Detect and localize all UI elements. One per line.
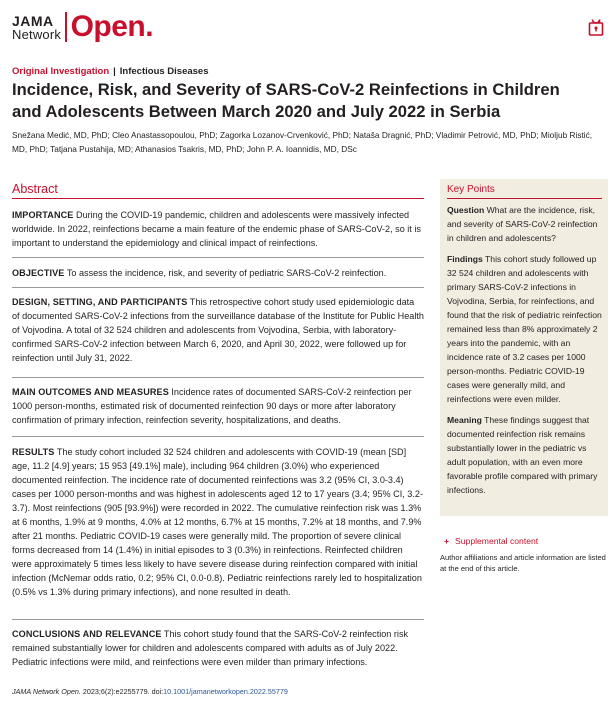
plus-icon: + <box>444 536 450 546</box>
article-title: Incidence, Risk, and Severity of SARS-CoV-2 Reinfections in Children and Adolescents Between March 2020 and July 2022 in Serbia <box>12 80 560 121</box>
section-divider <box>12 377 424 378</box>
abstract-rule <box>12 198 424 199</box>
logo-text <box>12 14 61 41</box>
footer-journal: JAMA Network Open. <box>12 687 81 696</box>
conclusions-label: CONCLUSIONS AND RELEVANCE <box>12 629 162 639</box>
kicker-divider: | <box>113 66 116 77</box>
findings-label: Findings <box>447 254 483 264</box>
key-points-heading: Key Points <box>447 184 495 195</box>
supplemental-label: Supplemental content <box>455 536 539 546</box>
outcomes-label: MAIN OUTCOMES AND MEASURES <box>12 387 169 397</box>
design-label: DESIGN, SETTING, AND PARTICIPANTS <box>12 297 188 307</box>
meaning-text: These findings suggest that documented reinfection risk remains substantially lower in the pediatric vs adult population, with an even more favorable profile compared with primary infections. <box>447 415 598 495</box>
objective-text: To assess the incidence, risk, and severity of pediatric SARS-CoV-2 reinfection. <box>66 268 387 278</box>
article-type: Original Investigation <box>12 66 110 77</box>
abstract-results <box>12 445 424 599</box>
importance-label: IMPORTANCE <box>12 210 74 220</box>
question-label: Question <box>447 205 485 215</box>
author-list: Snežana Medić, MD, PhD; Cleo Anastassopoulou, PhD; Zagorka Lozanov-Crvenković, PhD; Nataša Dragnić, PhD; Vladimir Petrović, MD, PhD; Mioljub Ristić, MD, PhD; Tatjana Pustahija, MD; Athanasios Tsakris, MD, PhD; John P. A. Ioannidis, MD, DSc <box>12 130 593 154</box>
abstract-objective <box>12 266 424 280</box>
logo-jama: JAMA <box>12 12 54 29</box>
author-affiliations-note: Author affiliations and article information are listed at the end of this article. <box>440 553 606 573</box>
abstract-design <box>12 295 424 365</box>
abstract-heading: Abstract <box>12 182 58 196</box>
article-category: Infectious Diseases <box>119 66 209 77</box>
supplemental-content-link[interactable] <box>444 536 538 546</box>
outcomes-text: Incidence rates of documented SARS-CoV-2 reinfection per 1000 person-months, estimated risk of documented reinfection 90 days or more after laboratory confirmation of primary infection, reinfection severity, hospitalizations, and deaths. <box>12 387 412 425</box>
conclusions-text: This cohort study found that the SARS-CoV-2 reinfection risk remained substantially lower for children and adolescents compared with adults as of July 2022. Pediatric infections were mild, and reinfections were even milder than primary infections. <box>12 629 409 667</box>
abstract-conclusions <box>12 627 424 669</box>
citation-footer <box>12 687 288 696</box>
doi-link[interactable]: 10.1001/jamanetworkopen.2022.55779 <box>163 687 288 696</box>
key-point-meaning <box>447 413 602 497</box>
key-point-question <box>447 203 602 245</box>
importance-text: During the COVID-19 pandemic, children and adolescents were massively infected worldwide. In 2022, reinfections became a main feature of the endemic phase of SARS-CoV-2, so it is important to understand the epidemiology and clinical impact of reinfections. <box>12 210 421 248</box>
logo-divider <box>65 12 67 42</box>
article-kicker <box>12 66 209 77</box>
footer-citation: 2023;6(2):e2255779. doi: <box>80 687 164 696</box>
key-point-findings <box>447 252 602 406</box>
journal-logo <box>12 10 153 44</box>
open-lock-icon <box>588 14 604 36</box>
findings-text: This cohort study followed up 32 524 children and adolescents with primary SARS-CoV-2 infections in Vojvodina, Serbia, for reinfections, and found that the risk of pediatric reinfection remained less than 8% approximately 2 years into the pandemic, with an incidence rate of 3.2 cases per 1000 person-months. Pediatric COVID-19 cases were generally mild, and reinfections were even milder. <box>447 254 602 404</box>
results-text: The study cohort included 32 524 children and adolescents with COVID-19 (mean [SD] age, 11.2 [4.9] years; 15 953 [49.1%] male), including 964 children (3.0%) who experienced documented reinfection. The incidence rate of documented reinfections was 3.2 (95% CI, 3.0-3.4) cases per 1000 person-months and was highest in adolescents aged 12 to 17 years (3.4; 95% CI, 3.2-3.7). Most reinfections (905 [93.9%]) were recorded in 2022. The cumulative reinfection risk was 1.3% at 6 months, 1.9% at 9 months, 4.0% at 12 months, 6.7% at 15 months, 7.2% at 18 months, and 7.9% after 21 months. Pediatric COVID-19 cases were generally mild. The proportion of severe clinical forms decreased from 14 (1.4%) in initial episodes to 3 (0.3%) in reinfections. Reinfected children were approximately 5 times less likely to have severe disease during reinfection compared with initial infection (McNemar odds ratio, 0.2; 95% CI, 0.0-0.8). Pediatric reinfections rarely led to hospitalization (0.5% vs 1.3% during primary infections), and none resulted in death. <box>12 447 423 597</box>
meaning-label: Meaning <box>447 415 482 425</box>
question-text: What are the incidence, risk, and severity of SARS-CoV-2 reinfection in children and adolescents? <box>447 205 598 243</box>
results-label: RESULTS <box>12 447 55 457</box>
section-divider <box>12 619 424 620</box>
key-points-rule <box>447 198 602 199</box>
section-divider <box>12 257 424 258</box>
abstract-outcomes <box>12 385 424 427</box>
design-text: This retrospective cohort study used epidemiologic data of documented SARS-CoV-2 infections from the surveillance database of the Institute for Public Health of Vojvodina. A total of 32 524 children and adolescents from Vojvodina, Serbia, with laboratory-confirmed SARS-CoV-2 infection between March 6, 2020, and April 30, 2022, were followed up for reinfection until July 31, 2022. <box>12 297 424 363</box>
logo-network: Network <box>12 26 62 42</box>
logo-open: Open. <box>70 10 154 43</box>
key-points-box <box>440 179 608 516</box>
objective-label: OBJECTIVE <box>12 268 65 278</box>
section-divider <box>12 287 424 288</box>
abstract-importance <box>12 208 424 250</box>
section-divider <box>12 436 424 437</box>
